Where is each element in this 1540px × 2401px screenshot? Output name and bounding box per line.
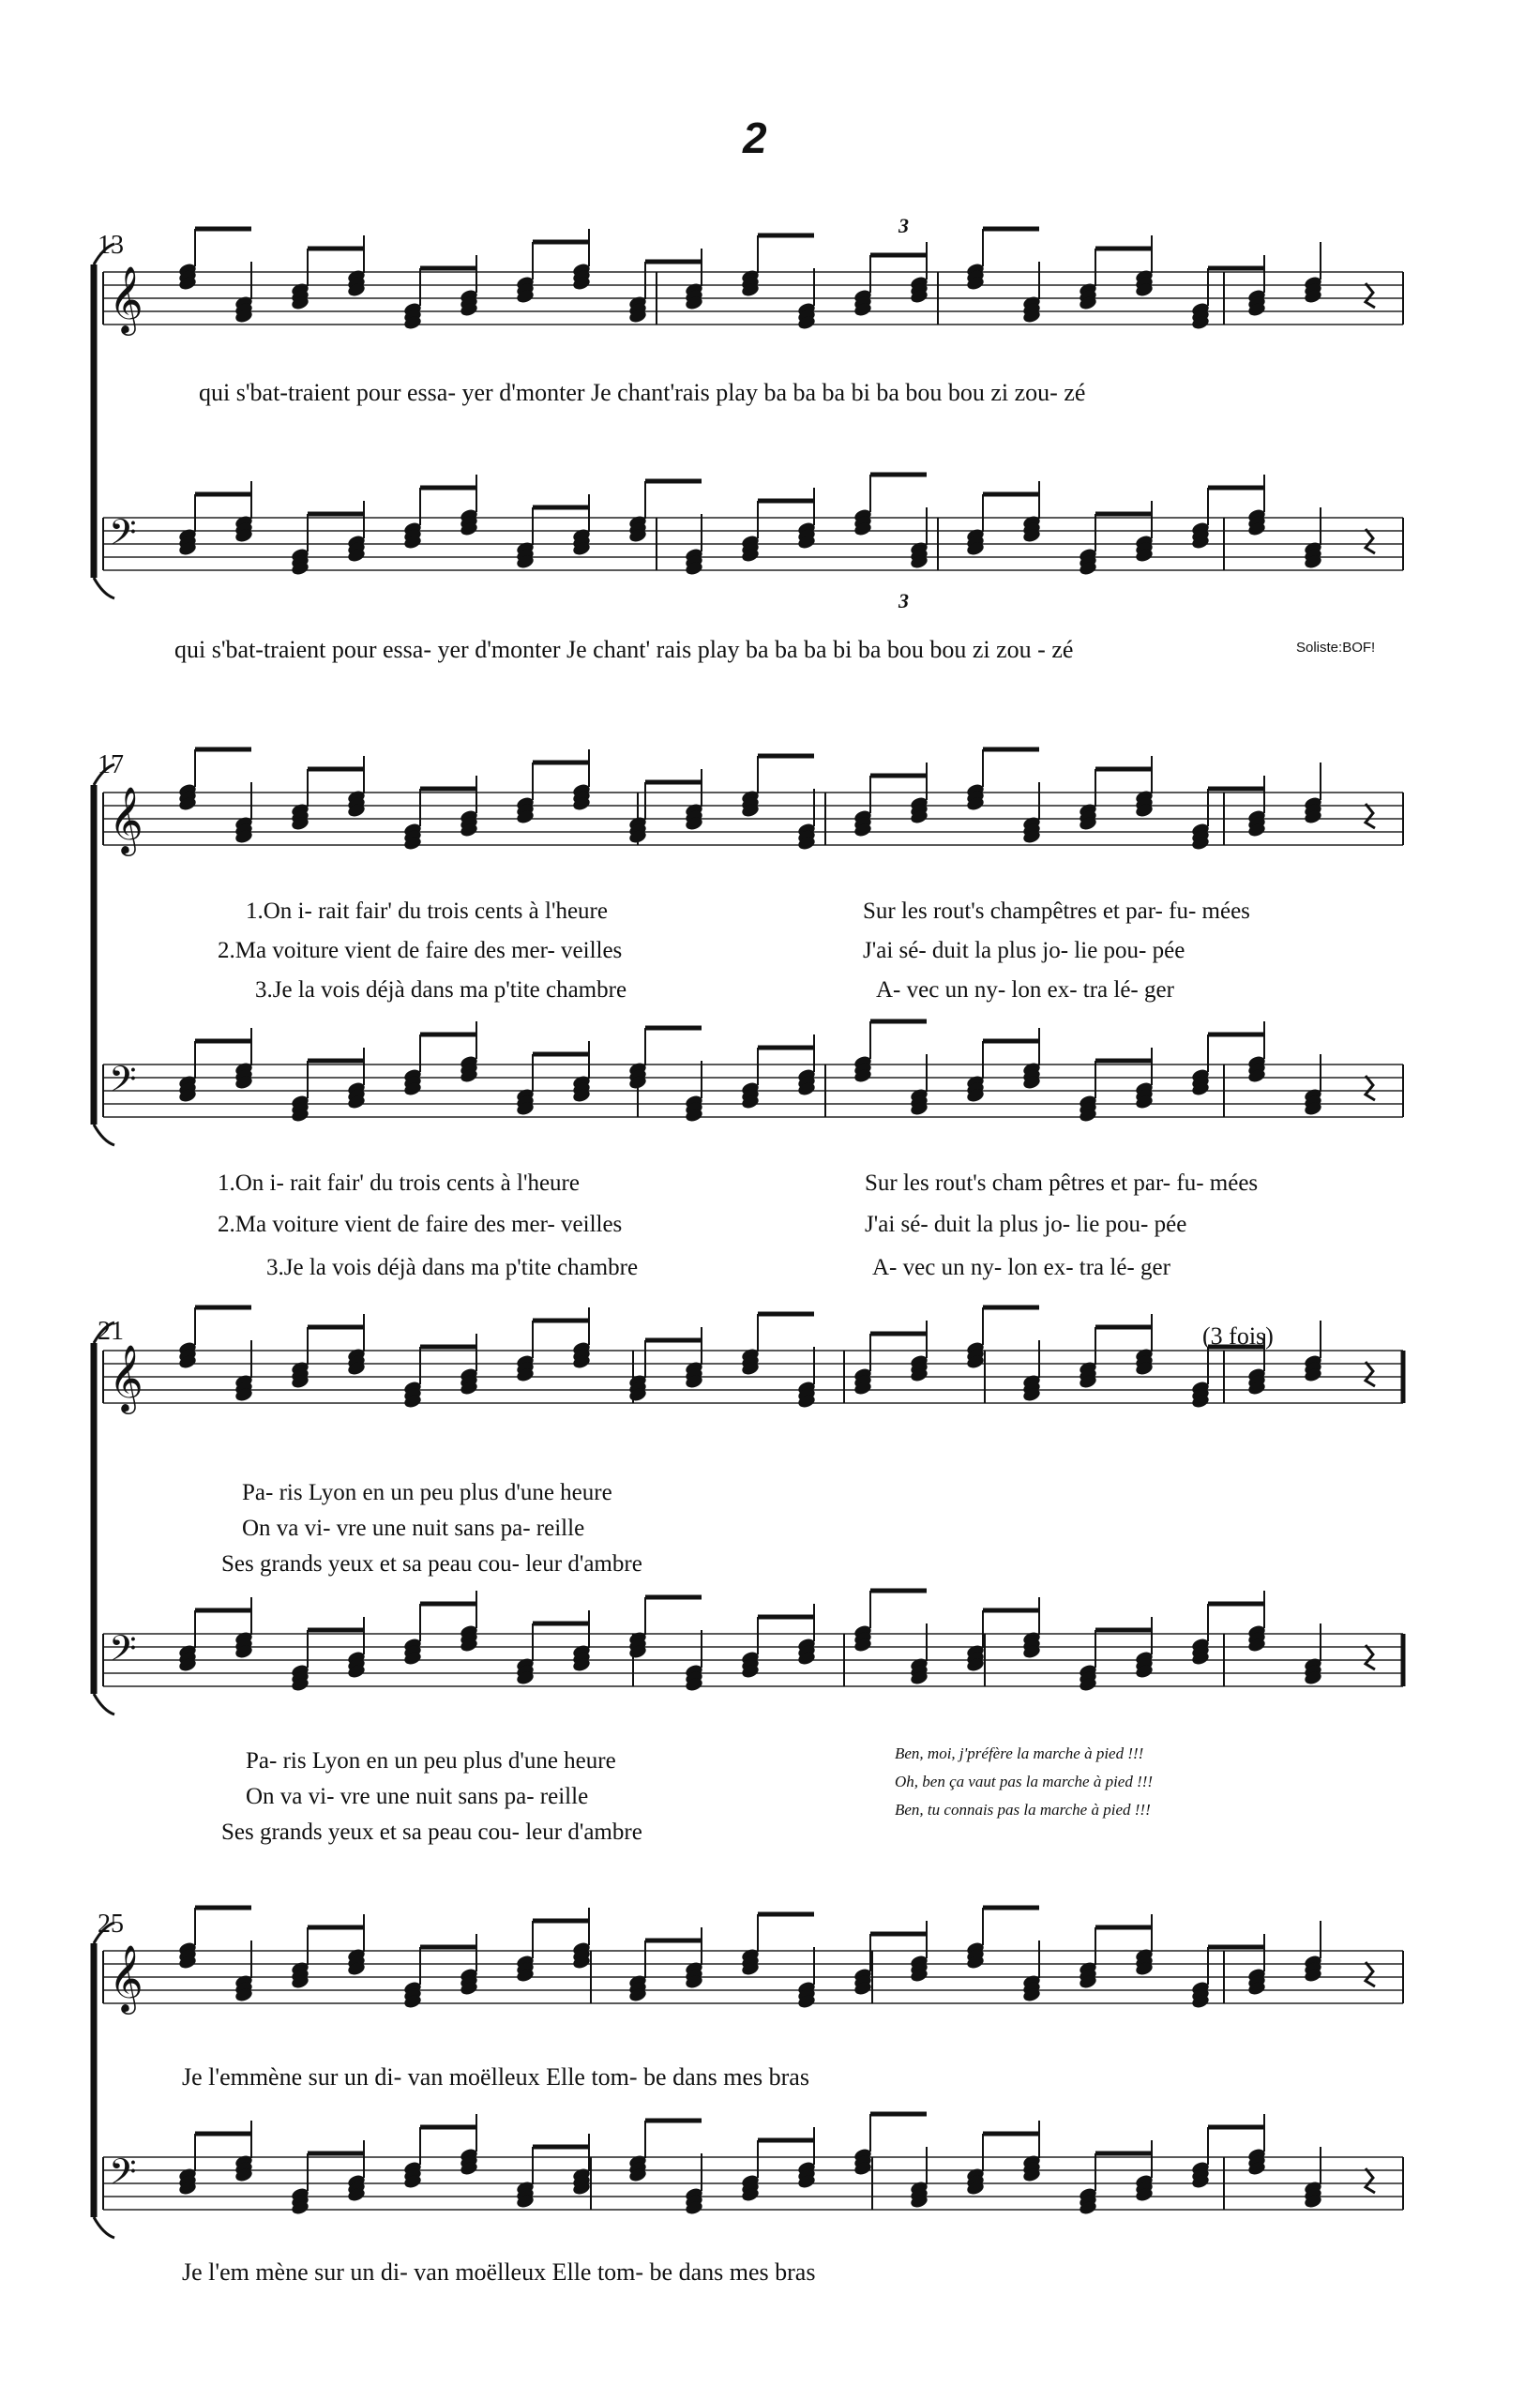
spoken-line: Ben, moi, j'préfère la marche à pied !!! xyxy=(895,1744,1144,1762)
bracket-hook xyxy=(94,1125,114,1145)
lyric-line: On va vi- vre une nuit sans pa- reille xyxy=(246,1784,589,1809)
quarter-rest xyxy=(1366,804,1375,828)
bracket-hook xyxy=(94,578,114,598)
lyric-line: J'ai sé- duit la plus jo- lie pou- pée xyxy=(863,938,1185,963)
lyric-line: Ses grands yeux et sa peau cou- leur d'ambre xyxy=(221,1820,642,1845)
lyric-line: 2.Ma voiture vient de faire des mer- veilles xyxy=(218,938,623,963)
bass-clef: 𝄢 xyxy=(109,511,137,562)
spoken-line: Ben, tu connais pas la marche à pied !!! xyxy=(895,1801,1151,1819)
lyric-line: qui s'bat-traient pour essa- yer d'monter Je chant'rais play ba ba ba bi ba bou bou zi zou- zé xyxy=(199,379,1086,406)
lyric-line: J'ai sé- duit la plus jo- lie pou- pée xyxy=(865,1212,1187,1237)
bass-clef: 𝄢 xyxy=(109,1627,137,1678)
bracket-hook xyxy=(94,1694,114,1714)
quarter-rest xyxy=(1366,1362,1375,1386)
measure-number: 17 xyxy=(98,750,124,779)
lyric-line: 3.Je la vois déjà dans ma p'tite chambre xyxy=(255,977,627,1003)
lyric-line: A- vec un ny- lon ex- tra lé- ger xyxy=(872,1255,1170,1280)
measure-number: 25 xyxy=(98,1910,124,1939)
bass-clef: 𝄢 xyxy=(109,1058,137,1109)
treble-clef: 𝄞 xyxy=(109,1343,143,1412)
treble-clef: 𝄞 xyxy=(109,785,143,853)
soliste-note: Soliste:BOF! xyxy=(1296,640,1376,656)
triplet-mark: 3 xyxy=(898,589,909,612)
treble-clef: 𝄞 xyxy=(109,264,143,333)
page-number: 2 xyxy=(743,113,767,162)
lyric-line: On va vi- vre une nuit sans pa- reille xyxy=(242,1516,585,1541)
lyric-line: Je l'em mène sur un di- van moëlleux Elle tom- be dans mes bras xyxy=(182,2258,816,2286)
lyric-line: Pa- ris Lyon en un peu plus d'une heure xyxy=(242,1480,612,1505)
bracket-hook xyxy=(94,2217,114,2238)
quarter-rest xyxy=(1366,1645,1375,1669)
lyric-line: 1.On i- rait fair' du trois cents à l'heure xyxy=(246,898,608,924)
lyric-line: Sur les rout's cham pêtres et par- fu- mées xyxy=(865,1170,1259,1196)
lyric-line: Sur les rout's champêtres et par- fu- mées xyxy=(863,898,1250,924)
triplet-mark: 3 xyxy=(898,214,909,237)
treble-clef: 𝄞 xyxy=(109,1943,143,2012)
quarter-rest xyxy=(1366,1076,1375,1100)
bass-clef: 𝄢 xyxy=(109,2151,137,2201)
measure-number: 13 xyxy=(98,231,124,260)
lyric-line: 3.Je la vois déjà dans ma p'tite chambre xyxy=(266,1255,639,1280)
quarter-rest xyxy=(1366,1962,1375,1986)
quarter-rest xyxy=(1366,2168,1375,2193)
quarter-rest xyxy=(1366,529,1375,553)
spoken-line: Oh, ben ça vaut pas la marche à pied !!! xyxy=(895,1773,1154,1790)
lyric-line: Pa- ris Lyon en un peu plus d'une heure xyxy=(246,1748,616,1774)
lyric-line: A- vec un ny- lon ex- tra lé- ger xyxy=(876,977,1174,1003)
lyric-line: 1.On i- rait fair' du trois cents à l'heure xyxy=(218,1170,580,1196)
lyric-line: 2.Ma voiture vient de faire des mer- veilles xyxy=(218,1212,623,1237)
measure-number: 21 xyxy=(98,1317,124,1346)
lyric-line: Ses grands yeux et sa peau cou- leur d'ambre xyxy=(221,1551,642,1577)
lyric-line: Je l'emmène sur un di- van moëlleux Elle tom- be dans mes bras xyxy=(182,2063,809,2091)
repeat-note: (3 fois) xyxy=(1202,1322,1274,1350)
quarter-rest xyxy=(1366,283,1375,308)
lyric-line: qui s'bat-traient pour essa- yer d'monter Je chant' rais play ba ba ba bi ba bou bou zi zou - zé xyxy=(174,636,1074,663)
